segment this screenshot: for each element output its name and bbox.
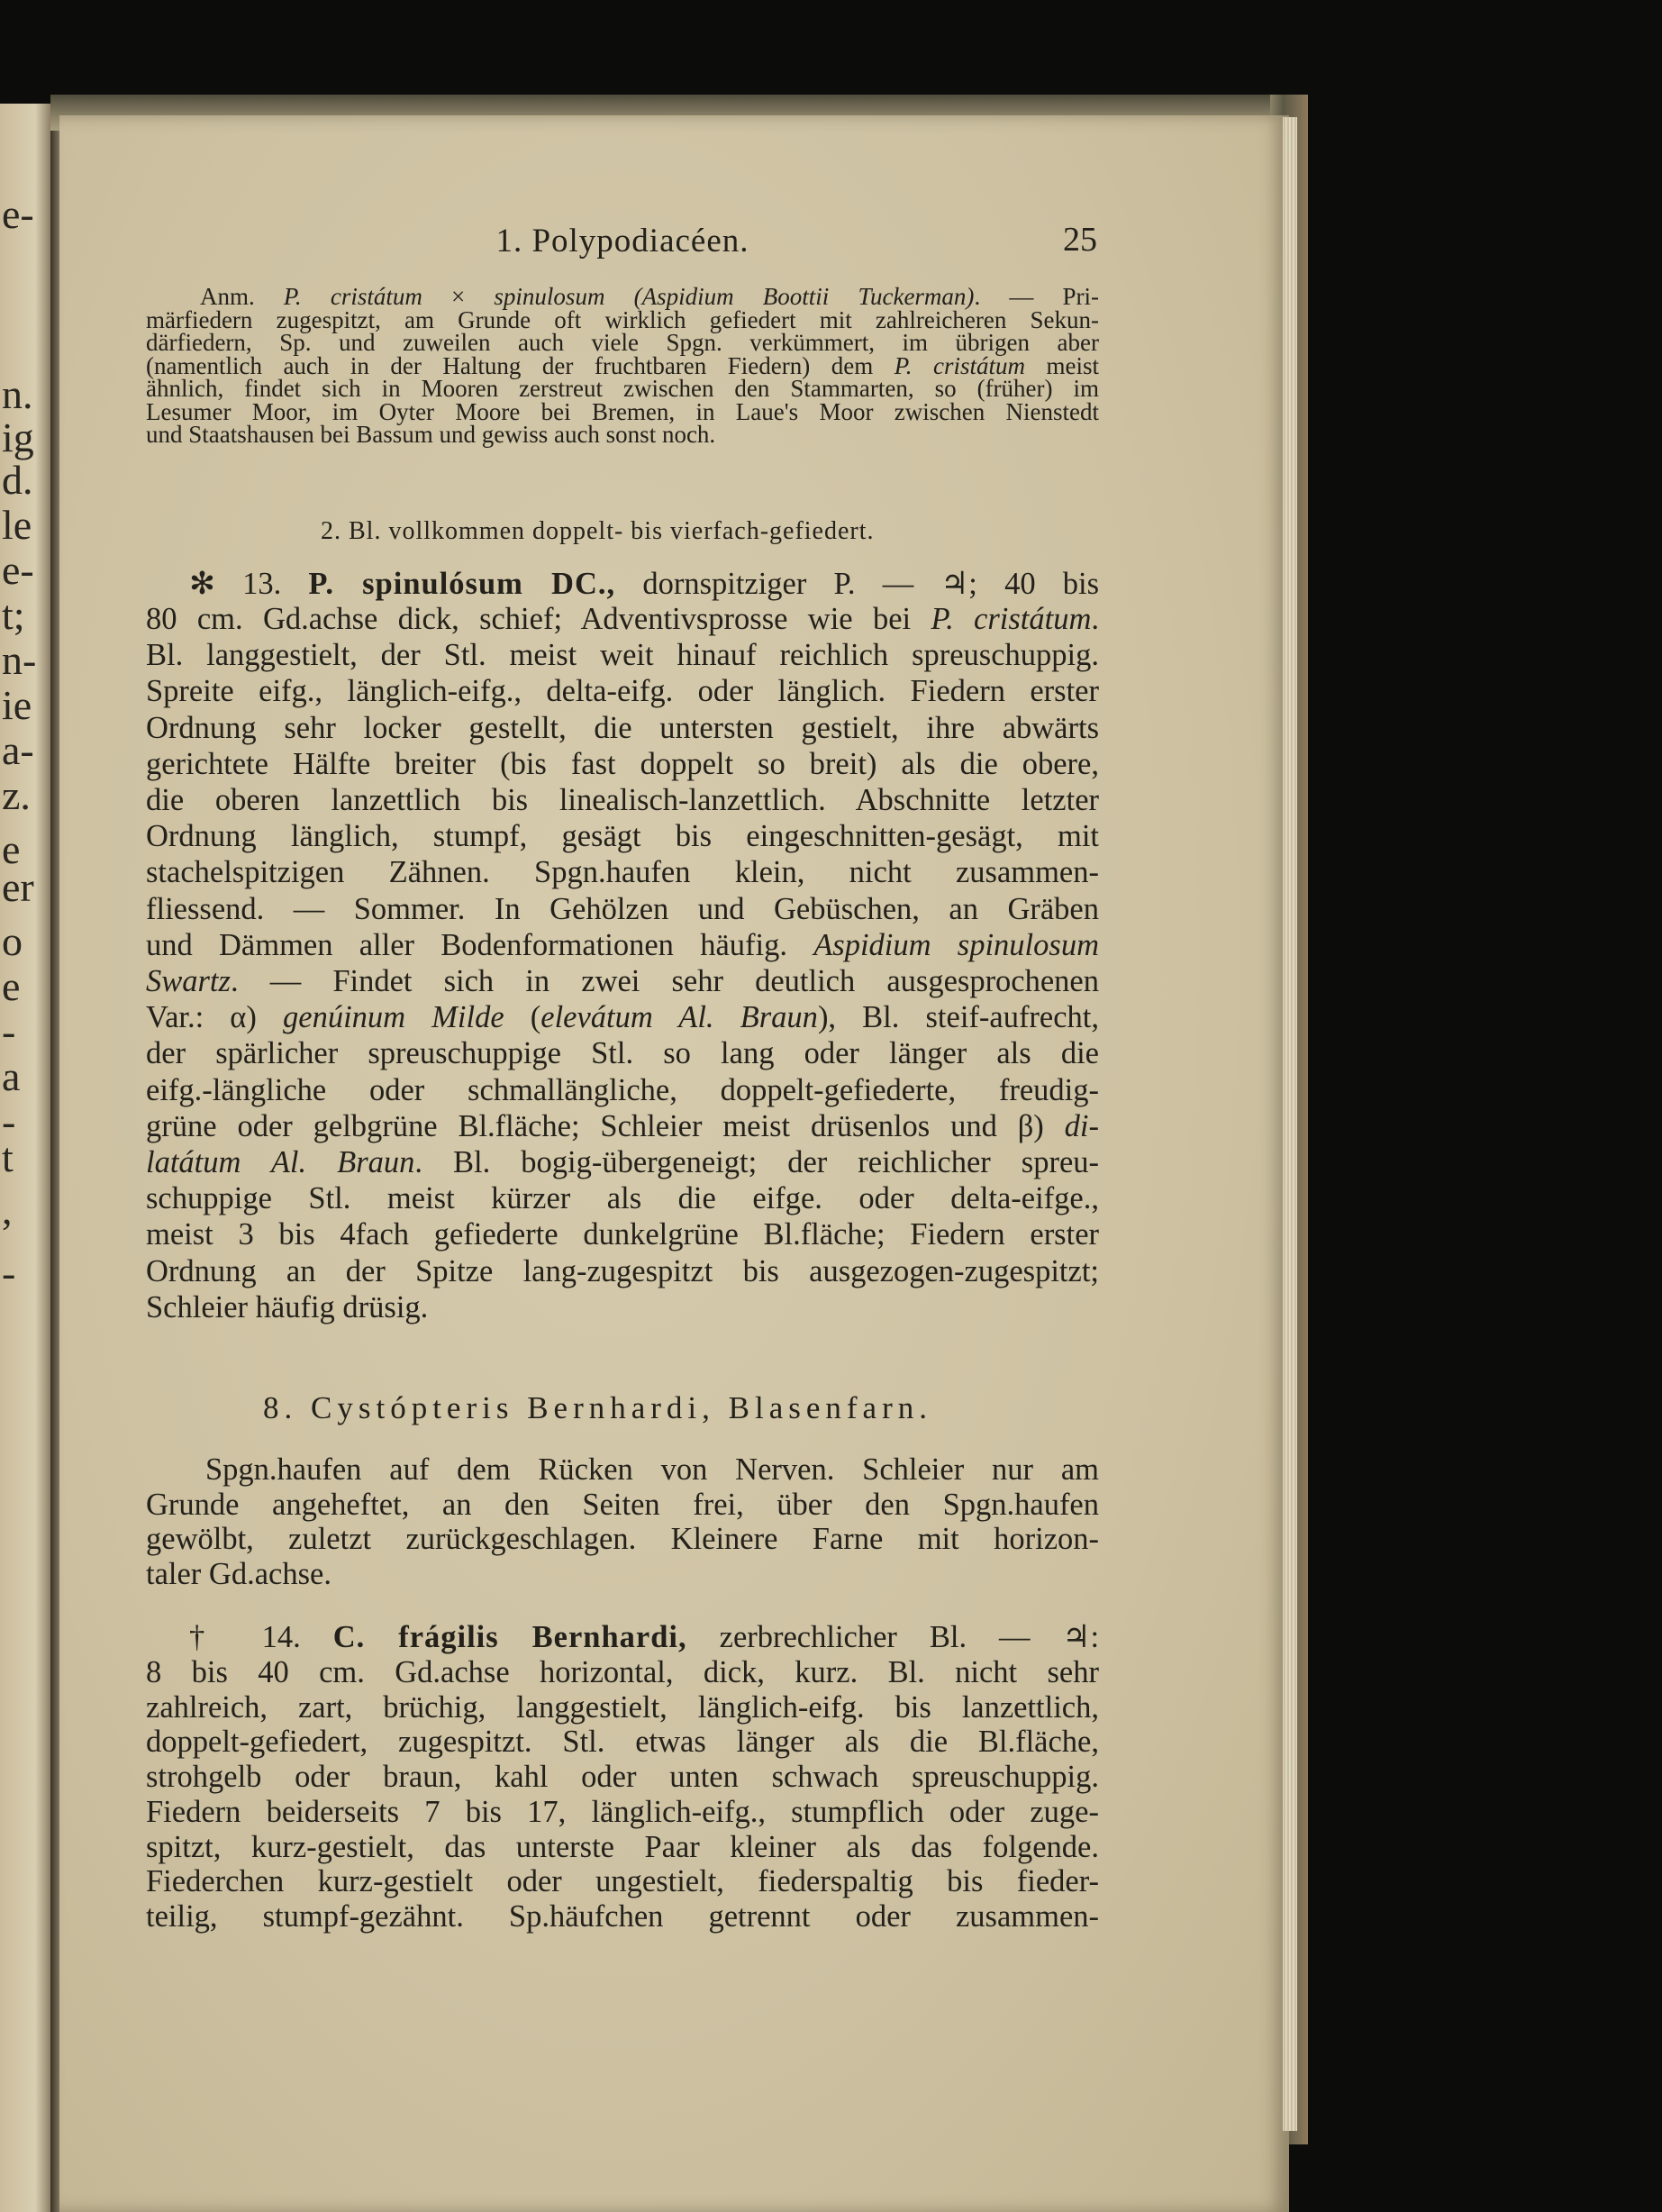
species-13-line: gerichtete Hälfte breiter (bis fast doppelt so breit) als die obere, (146, 746, 1099, 781)
genus-8-line: Grunde angeheftet, an den Seiten frei, über den Spgn.haufen (146, 1487, 1099, 1522)
previous-page-fragment: t (2, 1134, 14, 1180)
species-13-line: Ordnung länglich, stumpf, gesägt bis eingeschnitten-gesägt, mit (146, 819, 1099, 854)
annotation-line: ähnlich, findet sich in Mooren zerstreut zwischen den Stammarten, so (früher) im (146, 375, 1099, 402)
previous-page-fragment: , (2, 1187, 13, 1233)
previous-page-fragment: z. (2, 772, 31, 818)
annotation-line: Anm. P. cristátum × spinulosum (Aspidium Boottii Tuckerman). — Pri- (200, 283, 1100, 310)
previous-page-fragment: er (2, 864, 34, 910)
species-14-line: strohgelb oder braun, kahl oder unten schwach spreuschuppig. (146, 1760, 1099, 1795)
previous-page-edge (0, 104, 50, 2212)
header-title: 1. Polypodiacéen. (495, 223, 749, 259)
annotation-line: (namentlich auch in der Haltung der fruchtbaren Fiedern) dem P. cristátum meist (146, 351, 1099, 379)
previous-page-fragment: d. (2, 457, 33, 503)
species-14-line: 8 bis 40 cm. Gd.achse horizontal, dick, kurz. Bl. nicht sehr (146, 1655, 1099, 1689)
species-14-line: Fiedern beiderseits 7 bis 17, länglich-eifg., stumpflich oder zuge- (146, 1794, 1099, 1829)
previous-page-fragment: - (2, 1098, 16, 1144)
previous-page-fragment: e- (2, 547, 34, 593)
species-14-first-line (146, 1619, 1099, 1655)
previous-page-fragment: e (2, 963, 21, 1009)
subheading: 2. Bl. vollkommen doppelt- bis vierfach-gefiedert. (321, 517, 875, 545)
species-13-line: latátum Al. Braun. Bl. bogig-übergeneigt; der reichlicher spreu- (146, 1145, 1099, 1179)
book-gutter (50, 99, 59, 2212)
species-13-line: eifg.-längliche oder schmallängliche, doppelt-gefiederte, freudig- (146, 1072, 1099, 1107)
species-14-line: doppelt-gefiedert, zugespitzt. Stl. etwas länger als die Bl.fläche, (146, 1725, 1099, 1760)
species-13-line: grüne oder gelbgrüne Bl.fläche; Schleier meist drüsenlos und β) di- (146, 1108, 1099, 1143)
species-13-line: Bl. langgestielt, der Stl. meist weit hinauf reichlich spreuschuppig. (146, 638, 1099, 673)
species-13-line: Ordnung an der Spitze lang-zugespitzt bis ausgezogen-zugespitzt; (146, 1253, 1099, 1288)
previous-page-fragment: le (2, 502, 32, 548)
species-13-first-line (146, 566, 1099, 602)
species-14-mark: † 14. (189, 1620, 301, 1654)
previous-page-fragment: o (2, 918, 23, 964)
species-13-line: Ordnung sehr locker gestellt, die untersten gestielt, ihre abwärts (146, 710, 1099, 745)
running-header (146, 222, 1099, 260)
species-13-line: Spreite eifg., länglich-eifg., delta-eifg. oder länglich. Fiedern erster (146, 674, 1099, 709)
previous-page-fragment: - (2, 1008, 16, 1054)
species-13-first-rest: dornspitziger P. — ♃; 40 bis (642, 567, 1100, 601)
species-13-line: Schleier häufig drüsig. (146, 1289, 429, 1324)
species-13-line: und Dämmen aller Bodenformationen häufig. Aspidium spinulosum (146, 927, 1099, 962)
genus-8-line: gewölbt, zuletzt zurückgeschlagen. Kleinere Farne mit horizon- (146, 1522, 1099, 1556)
previous-page-fragment: - (2, 1250, 16, 1296)
previous-page-fragments (0, 104, 50, 2212)
page-stack-edge (1283, 117, 1297, 2131)
species-13-line: die oberen lanzettlich bis linealisch-lanzettlich. Abschnitte letzter (146, 783, 1099, 817)
species-13-line: fliessend. — Sommer. In Gehölzen und Gebüschen, an Gräben (146, 891, 1099, 926)
species-13-line: Swartz. — Findet sich in zwei sehr deutlich ausgesprochenen (146, 964, 1099, 998)
species-13-line: schuppige Stl. meist kürzer als die eifge. oder delta-eifge., (146, 1181, 1099, 1216)
species-14-line: zahlreich, zart, brüchig, langgestielt, länglich-eifg. bis lanzettlich, (146, 1689, 1099, 1725)
species-14-first-rest: zerbrechlicher Bl. — ♃: (719, 1620, 1100, 1654)
species-13-line: stachelspitzigen Zähnen. Spgn.haufen klein, nicht zusammen- (146, 855, 1099, 890)
previous-page-fragment: ie (2, 682, 32, 728)
previous-page-fragment: n- (2, 637, 37, 683)
species-14-name: C. frágilis Bernhardi, (332, 1620, 687, 1654)
species-14-line: Fiederchen kurz-gestielt oder ungestielt, fiederspaltig bis fieder- (146, 1864, 1099, 1899)
annotation-line: Lesumer Moor, im Oyter Moore bei Bremen, in Laue's Moor zwischen Nienstedt (146, 397, 1099, 425)
genus-8-line: taler Gd.achse. (146, 1556, 331, 1591)
species-13-name: P. spinulósum DC., (308, 567, 616, 601)
previous-page-fragment: a (2, 1053, 21, 1099)
species-13-line: der spärlicher spreuschuppige Stl. so lang oder länger als die (146, 1036, 1099, 1071)
previous-page-fragment: n. (2, 371, 33, 417)
species-13-line: 80 cm. Gd.achse dick, schief; Adventivsprosse wie bei P. cristátum. (146, 602, 1099, 636)
species-13-line: Var.: α) genúinum Milde (elevátum Al. Braun), Bl. steif-aufrecht, (146, 1000, 1100, 1035)
previous-page-fragment: e (2, 826, 21, 872)
annotation-line: und Staatshausen bei Bassum und gewiss auch sonst noch. (146, 421, 716, 448)
previous-page-fragment: ig (2, 414, 34, 460)
species-14-line: spitzt, kurz-gestielt, das unterste Paar kleiner als das folgende. (146, 1829, 1099, 1864)
previous-page-fragment: e- (2, 191, 34, 237)
previous-page-fragment: a- (2, 727, 34, 773)
species-14-line: teilig, stumpf-gezähnt. Sp.häufchen getrennt oder zusammen- (146, 1898, 1099, 1934)
page-number: 25 (1063, 221, 1097, 259)
species-13-line: meist 3 bis 4fach gefiederte dunkelgrüne Bl.fläche; Fiedern erster (146, 1217, 1099, 1252)
previous-page-fragment: t; (2, 592, 25, 638)
genus-8-line: Spgn.haufen auf dem Rücken von Nerven. Schleier nur am (205, 1452, 1099, 1487)
annotation-line: därfiedern, Sp. und zuweilen auch viele Spgn. verkümmert, im übrigen aber (146, 329, 1099, 356)
annotation-line: märfiedern zugespitzt, am Grunde oft wirklich gefiedert mit zahlreicheren Sekun- (146, 305, 1099, 333)
species-13-mark: ✻ 13. (189, 567, 282, 601)
genus-8-heading: 8. Cystópteris Bernhardi, Blasenfarn. (263, 1390, 933, 1425)
